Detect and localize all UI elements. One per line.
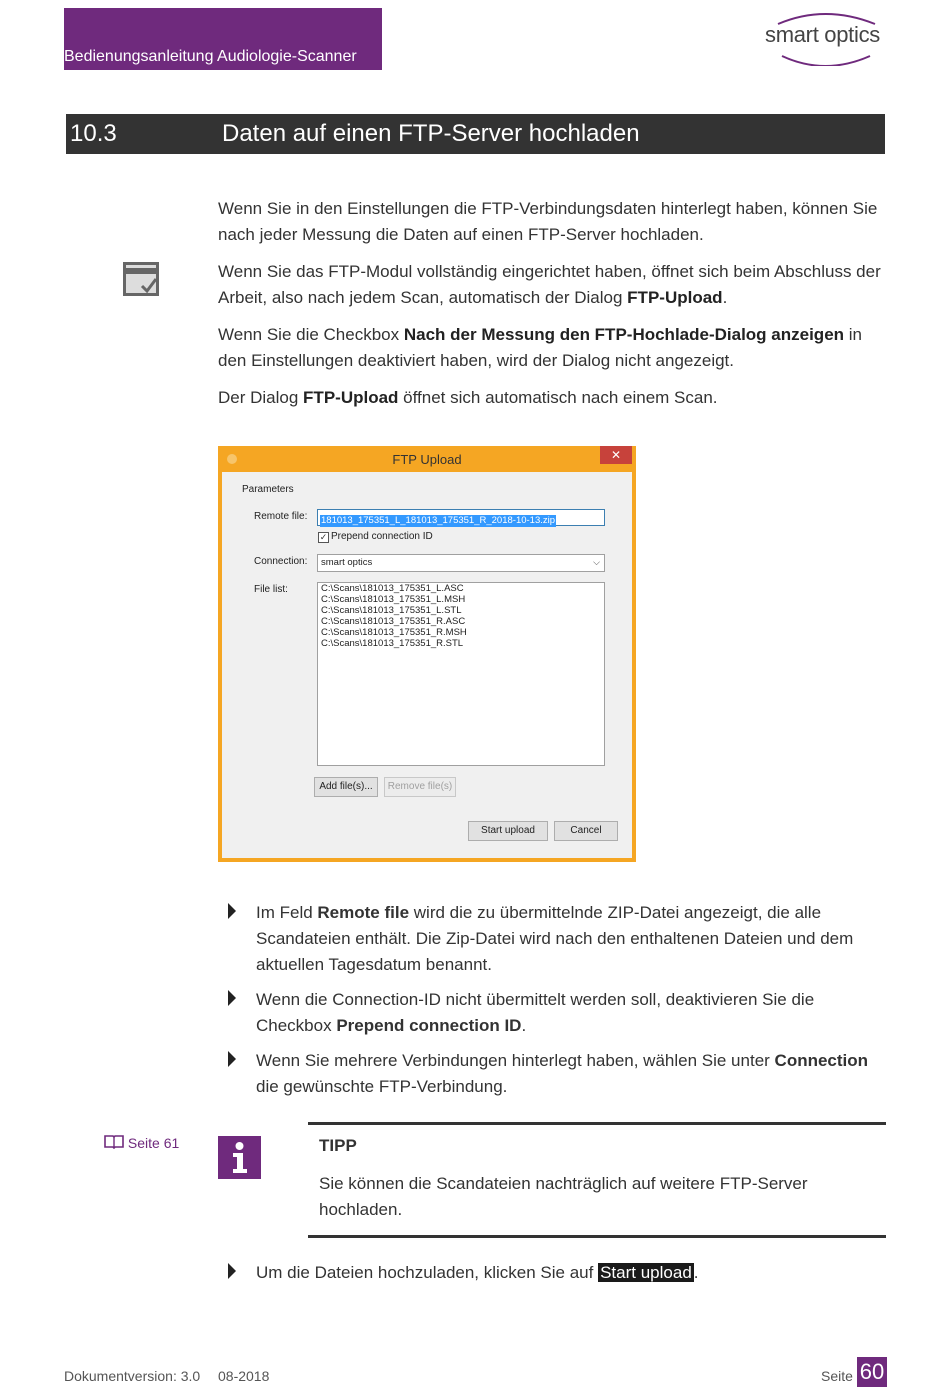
bullet-text: Wenn die Connection-ID nicht übermittelt werden soll, deaktivieren Sie die Checkbox [256,990,815,1035]
list-item[interactable]: C:\Scans\181013_175351_R.MSH [321,627,467,638]
bullet-remote-file [256,900,886,978]
bullet-text: . [693,1263,699,1282]
logo-text: smart optics [765,22,880,47]
chevron-down-icon: ⌵ [593,557,600,567]
module-paragraph [218,259,888,311]
prepend-label: Prepend connection ID [331,531,433,542]
ftp-upload-term: FTP-Upload [303,388,399,407]
file-list[interactable] [317,582,605,766]
paragraph-text: öffnet sich automatisch nach einem Scan. [398,388,718,407]
page-number: 60 [857,1357,887,1387]
add-files-button[interactable]: Add file(s)... [314,777,378,797]
document-title: Bedienungsanleitung Audiologie-Scanner [64,48,357,65]
paragraph-text: Wenn Sie das FTP-Modul vollständig eingerichtet haben, öffnet sich beim Abschluss der Arbeit, also nach jedem Scan, automatisch der Dialog [218,262,881,307]
start-upload-button[interactable]: Start upload [468,821,548,841]
bullet-arrow-icon [228,903,236,919]
list-item[interactable]: C:\Scans\181013_175351_R.STL [321,638,464,649]
ftp-upload-term: FTP-Upload [627,288,723,307]
paragraph-text: Wenn Sie in den Einstellungen die FTP-Verbindungsdaten hinterlegt haben, können Sie nach jeder Messung die Daten auf einen FTP-Server hochladen. [218,199,878,244]
bullet-text: die gewünschte FTP-Verbindung. [256,1077,508,1096]
section-number: 10.3 [70,120,117,147]
paragraph-text: Wenn Sie die Checkbox [218,325,404,344]
paragraph-text: Der Dialog [218,388,304,407]
checkbox-term: Nach der Messung den FTP-Hochlade-Dialog anzeigen [403,325,845,344]
tip-divider-top [308,1122,886,1125]
bullet-connection [256,1048,886,1100]
bullet-text: Um die Dateien hochzuladen, klicken Sie auf [256,1263,599,1282]
connection-label: Connection: [254,556,308,567]
remote-file-label: Remote file: [254,511,308,522]
checkbox-paragraph [218,322,888,374]
intro-paragraph [218,196,888,248]
dialog-check-icon [123,262,159,296]
document-date: 08-2018 [218,1368,270,1384]
bullet-text: . [521,1016,527,1035]
tip-heading: TIPP [319,1136,357,1155]
bullet-text: Wenn Sie mehrere Verbindungen hinterlegt haben, wählen Sie unter [256,1051,775,1070]
remove-files-button[interactable]: Remove file(s) [384,777,456,797]
list-item[interactable]: C:\Scans\181013_175351_L.MSH [321,594,466,605]
dialog-paragraph [218,385,888,411]
close-icon[interactable]: ✕ [600,446,632,464]
list-item[interactable]: C:\Scans\181013_175351_L.ASC [321,583,464,594]
list-item[interactable]: C:\Scans\181013_175351_L.STL [321,605,462,616]
ftp-upload-dialog [218,446,636,862]
connection-select[interactable] [317,554,605,572]
remote-file-value: 181013_175351_L_181013_175351_R_2018-10-13.zip [321,515,556,526]
connection-term: Connection [774,1051,869,1070]
tip-divider-bottom [308,1235,886,1238]
page-reference-link[interactable] [104,1135,179,1151]
dialog-body [222,472,632,858]
parameters-label: Parameters [242,484,294,495]
connection-value: smart optics [321,557,373,568]
info-icon [218,1136,261,1179]
remote-file-input[interactable] [317,509,605,526]
paragraph-text: in den Einstellungen deaktiviert haben, wird der Dialog nicht angezeigt. [218,325,863,370]
prepend-checkbox[interactable]: ✓ [319,532,328,542]
bullet-connection-id [256,987,886,1039]
remote-file-term: Remote file [317,903,410,922]
page-reference-text: Seite 61 [127,1135,180,1151]
bullet-text: wird die zu übermittelnde ZIP-Datei angezeigt, die alle Scandateien enthält. Die Zip-Datei wird nach den enthaltenen Dateien und dem aktuellen Tagesdatum benannt. [256,903,854,974]
section-title: Daten auf einen FTP-Server hochladen [222,120,640,147]
paragraph-text: . [722,288,728,307]
prepend-term: Prepend connection ID [336,1016,522,1035]
bullet-text: Im Feld [256,903,318,922]
bullet-arrow-icon [228,1051,236,1067]
start-upload-reference: Start upload [600,1263,692,1282]
bullet-start-upload [256,1260,886,1286]
bullet-arrow-icon [228,1263,236,1279]
bullet-arrow-icon [228,990,236,1006]
list-item[interactable]: C:\Scans\181013_175351_R.ASC [321,616,466,627]
cancel-button[interactable]: Cancel [554,821,618,841]
brand-logo [760,10,890,66]
tip-text: Sie können die Scandateien nachträglich auf weitere FTP-Server hochladen. [319,1174,808,1219]
document-version: Dokumentversion: 3.0 [64,1368,201,1384]
dialog-title: FTP Upload [392,452,462,467]
page-label: Seite [821,1368,853,1384]
file-list-label: File list: [254,584,288,595]
book-icon [104,1135,128,1151]
